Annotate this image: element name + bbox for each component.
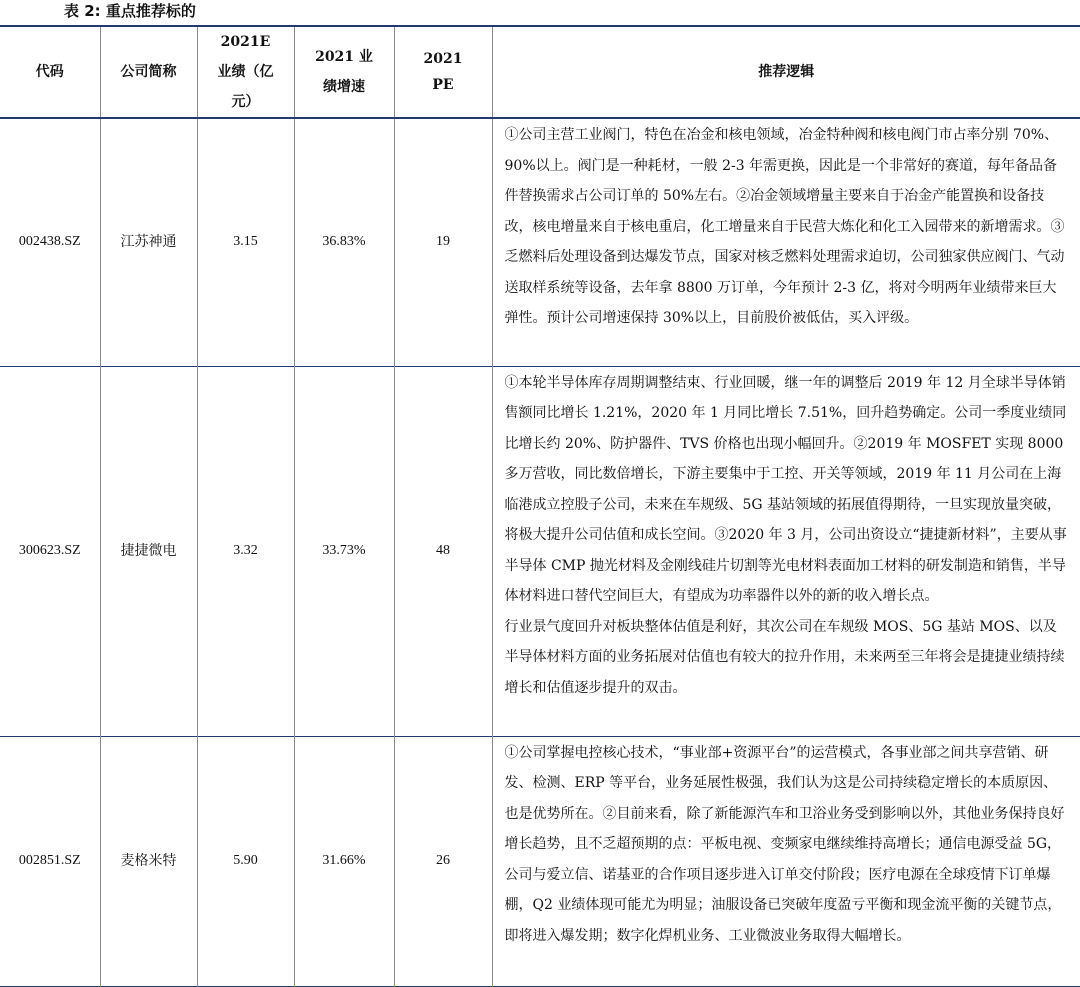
- header-growth-2021: 2021 业绩增速: [294, 26, 394, 118]
- cell-pe: 19: [394, 118, 492, 366]
- header-code: 代码: [0, 26, 100, 118]
- cell-pe: 48: [394, 366, 492, 736]
- cell-company-name: 江苏神通: [100, 118, 197, 366]
- header-pe-label: PE: [432, 77, 454, 93]
- cell-logic: [492, 118, 1080, 366]
- cell-growth: 36.83%: [294, 118, 394, 366]
- logic-paragraph: ①本轮半导体库存周期调整结束、行业回暖，继一年的调整后 2019 年 12 月全球半导体销售额同比增长 1.21%，2020 年 1 月同比增长 7.51%，回升趋势确定。公司一季度业绩同比增长约 20%、防护器件、TVS 价格也出现小幅回升。②2019 年 MOSFET 实现 8000 多万营收，同比数倍增长，下游主要集中于工控、开关等领域，2019 年 11 月公司在上海临港成立控股子公司，未来在车规级、5G 基站领域的拓展值得期待，一旦实现放量突破，将极大提升公司估值和成长空间。③2020 年 3 月，公司出资设立“捷捷新材料”，主要从事半导体 CMP 抛光材料及金刚线硅片切割等光电材料表面加工材料的研发制造和销售，半导体材料进口替代空间巨大，有望成为功率器件以外的新的收入增长点。: [504, 374, 1067, 604]
- table-row: [0, 366, 1080, 736]
- table-header-row: [0, 26, 1080, 118]
- header-logic: 推荐逻辑: [758, 64, 815, 80]
- cell-company-name: 捷捷微电: [100, 366, 197, 736]
- cell-logic: [492, 736, 1080, 986]
- header-company-name: 公司简称: [100, 26, 197, 118]
- cell-code: 300623.SZ: [0, 366, 100, 736]
- logic-paragraph: ①公司主营工业阀门，特色在冶金和核电领域，冶金特种阀和核电阀门市占率分别 70%、90%以上。阀门是一种耗材，一般 2-3 年需更换，因此是一个非常好的赛道，每年备品备件替换需求占公司订单的 50%左右。②冶金领域增量主要来自于冶金产能置换和设备技改，核电增量来自于核电重启，化工增量来自于民营大炼化和化工入园带来的新增需求。③乏燃料后处理设备到达爆发节点，国家对核乏燃料处理需求迫切，公司独家供应阀门、气动送取样系统等设备，去年拿 8800 万订单，今年预计 2-3 亿，将对今明两年业绩带来巨大弹性。预计公司增速保持 30%以上，目前股价被低估，买入评级。: [504, 127, 1065, 326]
- header-pe-year: 2021: [423, 51, 463, 67]
- header-profit-2021e: 2021E 业绩（亿元）: [197, 26, 294, 118]
- logic-paragraph: 行业景气度回升对板块整体估值是利好，其次公司在车规级 MOS、5G 基站 MOS、以及半导体材料方面的业务拓展对估值也有较大的拉升作用，未来两至三年将会是捷捷业绩持续增长和估值逐步提升的双击。: [504, 618, 1065, 696]
- cell-pe: 26: [394, 736, 492, 986]
- cell-profit: 3.32: [197, 366, 294, 736]
- cell-profit: 3.15: [197, 118, 294, 366]
- cell-profit: 5.90: [197, 736, 294, 986]
- cell-code: 002851.SZ: [0, 736, 100, 986]
- cell-company-name: 麦格米特: [100, 736, 197, 986]
- table-row: [0, 118, 1080, 366]
- table-row: [0, 736, 1080, 986]
- cell-growth: 33.73%: [294, 366, 394, 736]
- header-pe-2021: [394, 26, 492, 118]
- cell-growth: 31.66%: [294, 736, 394, 986]
- recommended-stocks-table: [0, 25, 1080, 987]
- table-caption: 表 2: 重点推荐标的: [64, 2, 196, 20]
- logic-paragraph: ①公司掌握电控核心技术，“事业部+资源平台”的运营模式，各事业部之间共享营销、研发、检测、ERP 等平台，业务延展性极强，我们认为这是公司持续稳定增长的本质原因、也是优势所在。②目前来看，除了新能源汽车和卫浴业务受到影响以外，其他业务保持良好增长趋势，且不乏超预期的点：平板电视、变频家电继续维持高增长；通信电源受益 5G，公司与爱立信、诺基亚的合作项目逐步进入订单交付阶段；医疗电源在全球疫情下订单爆棚，Q2 业绩体现可能尤为明显；油服设备已突破年度盈亏平衡和现金流平衡的关键节点，即将进入爆发期；数字化焊机业务、工业微波业务取得大幅增长。: [504, 744, 1065, 944]
- cell-logic: [492, 366, 1080, 736]
- cell-code: 002438.SZ: [0, 118, 100, 366]
